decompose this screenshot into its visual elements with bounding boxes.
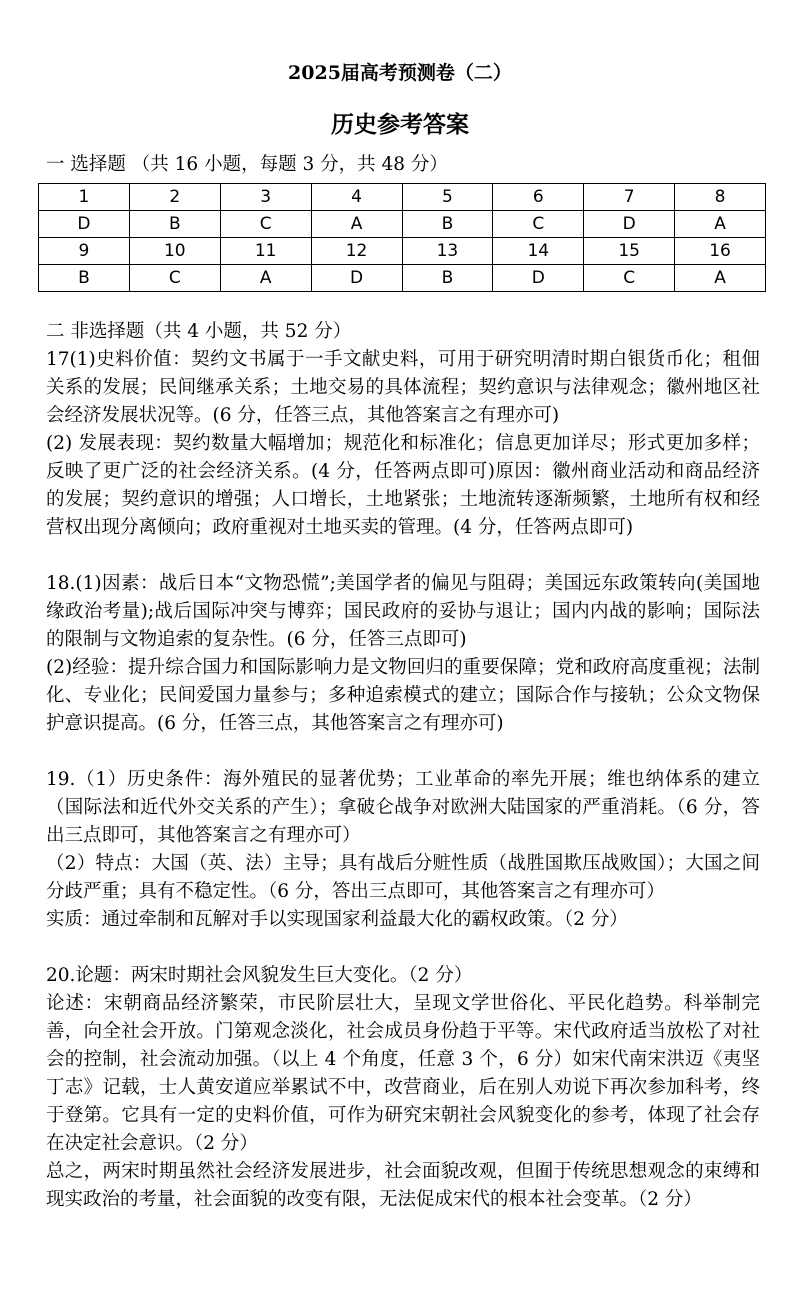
q17-part2: (2) 发展表现：契约数量大幅增加；规范化和标准化；信息更加详尽；形式更加多样；反映了更广泛的社会经济关系。(4 分，任答两点即可)原因：徽州商业活动和商品经济的发展；契约意识的增强；人口增长，土地紧张；土地流转逐渐频繁，土地所有权和经营权出现分离倾向；政府重视对土地买卖的管理。(4 分，任答两点即可): [46, 433, 760, 538]
table-cell: A: [675, 211, 766, 238]
table-cell: 8: [675, 184, 766, 211]
table-cell: D: [39, 211, 130, 238]
table-cell: 7: [584, 184, 675, 211]
table-cell: A: [675, 265, 766, 292]
q20-conclusion: 总之，两宋时期虽然社会经济发展进步，社会面貌改观，但囿于传统思想观念的束缚和现实政治的考量，社会面貌的改变有限，无法促成宋代的根本社会变革。（2 分）: [46, 1161, 760, 1210]
table-cell: 10: [129, 238, 220, 265]
table-cell: 11: [220, 238, 311, 265]
table-cell: A: [220, 265, 311, 292]
q19-part1: 19.（1）历史条件：海外殖民的显著优势；工业革命的率先开展；维也纳体系的建立（国际法和近代外交关系的产生）；拿破仑战争对欧洲大陆国家的严重消耗。（6 分，答出三点即可，其他答案言之有理亦可）: [46, 769, 760, 846]
table-cell: 4: [311, 184, 402, 211]
q20-thesis: 20.论题：两宋时期社会风貌发生巨大变化。（2 分）: [46, 965, 473, 986]
exam-title: 2025届高考预测卷（二）: [288, 62, 512, 84]
table-cell: 1: [39, 184, 130, 211]
table-cell: 9: [39, 238, 130, 265]
table-cell: D: [584, 211, 675, 238]
table-cell: 6: [493, 184, 584, 211]
table-row: [39, 238, 766, 265]
table-row: [39, 211, 766, 238]
table-cell: B: [402, 211, 493, 238]
table-cell: C: [493, 211, 584, 238]
table-cell: C: [129, 265, 220, 292]
spacer: [46, 738, 760, 766]
table-cell: 14: [493, 238, 584, 265]
table-cell: D: [493, 265, 584, 292]
table-cell: C: [220, 211, 311, 238]
q17-part1: 17(1)史料价值：契约文书属于一手文献史料，可用于研究明清时期白银货币化；租佃关系的发展；民间继承关系；土地交易的具体流程；契约意识与法律观念；徽州地区社会经济发展状况等。(6 分，任答三点，其他答案言之有理亦可): [46, 349, 760, 426]
table-cell: B: [402, 265, 493, 292]
table-cell: 16: [675, 238, 766, 265]
table-cell: 13: [402, 238, 493, 265]
table-row: [39, 184, 766, 211]
section2-body: [46, 318, 760, 1214]
section2-heading: 二 非选择题（共 4 小题，共 52 分）: [46, 321, 352, 342]
table-cell: 15: [584, 238, 675, 265]
table-cell: B: [39, 265, 130, 292]
table-cell: 12: [311, 238, 402, 265]
q19-essence: 实质：通过牵制和瓦解对手以实现国家利益最大化的霸权政策。（2 分）: [46, 909, 628, 930]
table-cell: C: [584, 265, 675, 292]
q18-part2: (2)经验：提升综合国力和国际影响力是文物回归的重要保障；党和政府高度重视；法制化、专业化；民间爱国力量参与；多种追索模式的建立；国际合作与接轨；公众文物保护意识提高。(6 分，任答三点，其他答案言之有理亦可): [46, 657, 760, 734]
section1-heading: 一 选择题 （共 16 小题，每题 3 分，共 48 分）: [46, 154, 448, 175]
table-cell: B: [129, 211, 220, 238]
answer-title: 历史参考答案: [331, 111, 469, 138]
table-row: [39, 265, 766, 292]
q20-argument: 论述：宋朝商品经济繁荣，市民阶层壮大，呈现文学世俗化、平民化趋势。科举制完善，向全社会开放。门第观念淡化，社会成员身份趋于平等。宋代政府适当放松了对社会的控制，社会流动加强。（以上 4 个角度，任意 3 个，6 分）如宋代南宋洪迈《夷坚丁志》记载，士人黄安道应举累试不中，改营商业，后在别人劝说下再次参加科考，终于登第。它具有一定的史料价值，可作为研究宋朝社会风貌变化的参考，体现了社会存在决定社会意识。（2 分）: [46, 993, 760, 1154]
table-cell: 3: [220, 184, 311, 211]
table-cell: A: [311, 211, 402, 238]
q18-part1: 18.(1)因素：战后日本“文物恐慌”;美国学者的偏见与阻碍；美国远东政策转向(美国地缘政治考量);战后国际冲突与博弈；国民政府的妥协与退让；国内内战的影响；国际法的限制与文物追索的复杂性。(6 分，任答三点即可): [46, 573, 760, 650]
table-cell: 2: [129, 184, 220, 211]
spacer: [46, 934, 760, 962]
answer-table: [38, 183, 766, 292]
spacer: [46, 542, 760, 570]
q19-part2: （2）特点：大国（英、法）主导；具有战后分赃性质（战胜国欺压战败国）；大国之间分歧严重；具有不稳定性。（6 分，答出三点即可，其他答案言之有理亦可）: [46, 853, 760, 902]
table-cell: D: [311, 265, 402, 292]
table-cell: 5: [402, 184, 493, 211]
